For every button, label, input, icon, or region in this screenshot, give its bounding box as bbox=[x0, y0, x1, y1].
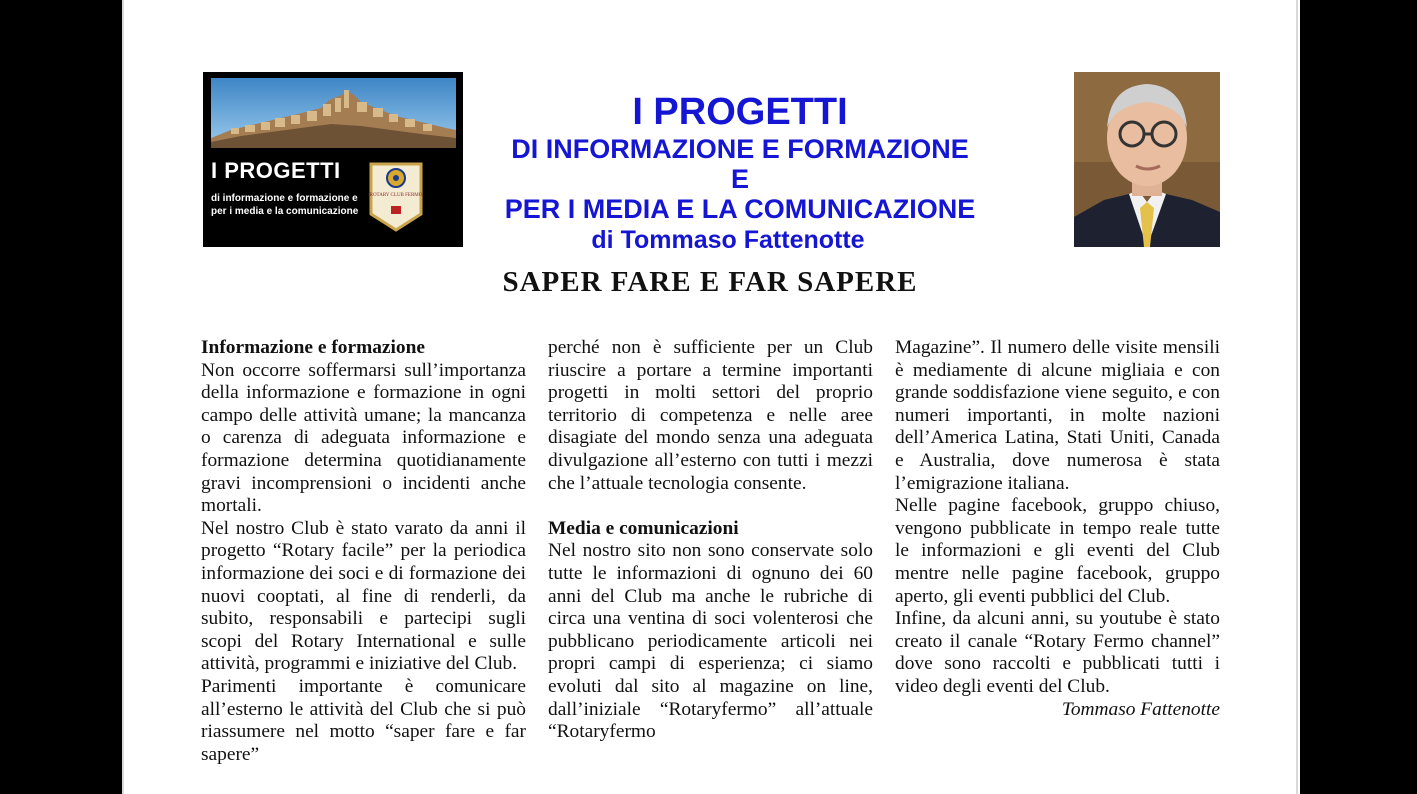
author-portrait bbox=[1074, 72, 1220, 247]
paragraph-4-continued: Magazine”. Il numero delle visite mensili è mediamente di alcune migliaia e con grande soddisfazione viene seguito, e con numeri importanti, in molte nazioni dell’America Latina, Stati Uniti, Canada e Australia, dove numerosa è stata l’emigrazione italiana. bbox=[895, 337, 1220, 494]
logo-subtitle bbox=[211, 192, 361, 218]
section-heading-informazione: Informazione e formazione bbox=[201, 337, 426, 358]
hilltown-photo bbox=[211, 78, 456, 148]
project-logo bbox=[203, 72, 463, 247]
header-title-line2: DI INFORMAZIONE E FORMAZIONE E bbox=[511, 134, 969, 194]
logo-title: I PROGETTI bbox=[211, 158, 341, 183]
paragraph-4: Nel nostro sito non sono conservate solo tutte le informazioni di ognuno dei 60 anni del Club ma anche le rubriche di circa una ventina di soci volenterosi che pubblicano periodicamente articoli nei propri campi di esperienza; ci siamo evoluti dal sito al magazine on line, dall’iniziale “Rotaryfermo” all’attuale “Rotaryfermo bbox=[548, 540, 873, 743]
author-signature: Tommaso Fattenotte bbox=[1061, 698, 1220, 720]
header-author-line: di Tommaso Fattenotte bbox=[591, 226, 865, 254]
rotary-shield-icon bbox=[369, 162, 423, 232]
article-title: SAPER FARE E FAR SAPERE bbox=[502, 266, 918, 298]
article-column-3 bbox=[895, 337, 1220, 721]
article-column-2 bbox=[548, 337, 873, 744]
header-title-line1: I PROGETTI bbox=[632, 91, 848, 133]
logo-subtitle-line2: per i media e la comunicazione bbox=[211, 206, 359, 217]
header-title bbox=[500, 90, 980, 256]
paragraph-3-continued: perché non è sufficiente per un Club riuscire a portare a termine importanti progetti in molti settori del proprio territorio di competenza e nelle aree disagiate del mondo senza una adeguata divulgazione all’esterno con tutti i mezzi che l’attuale tecnologia consente. bbox=[548, 337, 873, 494]
shield-text: ROTARY CLUB FERMO bbox=[369, 193, 423, 198]
logo-subtitle-line1: di informazione e formazione e bbox=[211, 193, 358, 204]
page-left-edge bbox=[122, 0, 124, 794]
paragraph-2: Nel nostro Club è stato varato da anni il progetto “Rotary facile” per la periodica informazione dei soci e di formazione dei nuovi cooptati, al fine di renderli, da subito, responsabili e partecipi sugli scopi del Rotary International e sulle attività, programmi e iniziative del Club. bbox=[201, 517, 526, 675]
paragraph-1: Non occorre soffermarsi sull’importanza della informazione e formazione in ogni campo delle attività umane; la mancanza o carenza di adeguata informazione e formazione determina quotidianamente gravi incomprensioni o incidenti anche mortali. bbox=[201, 359, 526, 517]
paragraph-6: Infine, da alcuni anni, su youtube è stato creato il canale “Rotary Fermo channel” dove sono raccolti e pubblicati tutti i video degli eventi del Club. bbox=[895, 608, 1220, 697]
header-title-line3: PER I MEDIA E LA COMUNICAZIONE bbox=[504, 194, 976, 224]
paragraph-3: Parimenti importante è comunicare all’esterno le attività del Club che si può riassumere nel motto “saper fare e far sapere” bbox=[201, 675, 526, 765]
page-right-edge bbox=[1296, 0, 1298, 794]
article-column-1 bbox=[201, 337, 526, 766]
paragraph-5: Nelle pagine facebook, gruppo chiuso, vengono pubblicate in tempo reale tutte le informazioni e gli eventi del Club mentre nelle pagine facebook, gruppo aperto, gli eventi pubblici del Club. bbox=[895, 495, 1220, 607]
section-heading-media: Media e comunicazioni bbox=[548, 517, 739, 539]
